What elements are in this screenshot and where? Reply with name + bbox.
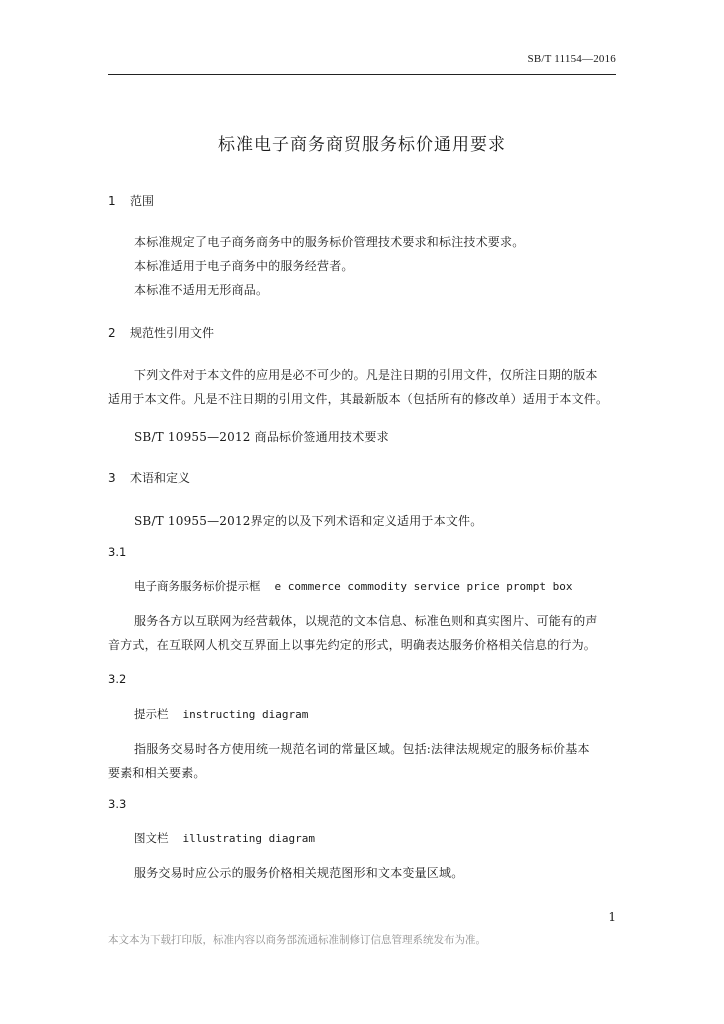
section-1-paragraph-2: 本标准适用于电子商务中的服务经营者。 [134,259,354,273]
term-3-3-chinese: 图文栏 [134,831,169,845]
section-3-title: 术语和定义 [130,471,191,485]
section-1-paragraph-1: 本标准规定了电子商务商务中的服务标价管理技术要求和标注技术要求。 [134,235,525,249]
term-3-1-chinese: 电子商务服务标价提示框 [134,579,261,593]
term-3-2-chinese: 提示栏 [134,707,169,721]
term-3-2-heading [134,706,308,722]
term-3-1-definition-line-2: 音方式，在互联网人机交互界面上以事先约定的形式，明确表达服务价格相关信息的行为。 [108,638,597,652]
section-3-intro: SB/T 10955—2012界定的以及下列术语和定义适用于本文件。 [134,514,483,528]
term-3-2-english: instructing diagram [182,708,309,721]
section-2-heading [108,324,214,341]
section-1-paragraph-3: 本标准不适用无形商品。 [134,283,269,297]
term-3-3-definition: 服务交易时应公示的服务价格相关规范图形和文本变量区域。 [134,866,464,880]
term-3-1-definition-line-1: 服务各方以互联网为经营载体，以规范的文本信息、标准色则和真实图片、可能有的声 [134,614,598,628]
document-title: 标准电子商务商贸服务标价通用要求 [218,135,506,155]
term-3-2-number: 3.2 [108,672,127,686]
section-1-title: 范围 [130,194,155,208]
page-number: 1 [608,910,616,924]
section-2-title: 规范性引用文件 [130,326,215,340]
term-3-3-heading [134,830,315,846]
section-2-paragraph-line-1: 下列文件对于本文件的应用是必不可少的。凡是注日期的引用文件，仅所注日期的版本 [134,368,598,382]
term-3-2-definition-line-1: 指服务交易时各方使用统一规范名词的常量区域。包括:法律法规规定的服务标价基本 [134,742,590,756]
term-3-1-number: 3.1 [108,545,127,559]
section-3-number: 3 [108,471,116,485]
normative-reference: SB/T 10955—2012 商品标价签通用技术要求 [134,430,389,444]
term-3-1-english: e commerce commodity service price prompt box [274,580,573,593]
section-2-paragraph-line-2: 适用于本文件。凡是不注日期的引用文件，其最新版本（包括所有的修改单）适用于本文件。 [108,392,609,406]
header-rule [108,74,616,75]
term-3-3-english: illustrating diagram [182,832,315,845]
section-2-number: 2 [108,326,116,340]
term-3-2-definition-line-2: 要素和相关要素。 [108,766,206,780]
section-3-heading [108,469,190,486]
term-3-1-heading [134,578,573,594]
footer-note: 本文本为下载打印版，标准内容以商务部流通标准制修订信息管理系统发布为准。 [108,934,486,946]
section-1-heading [108,192,154,209]
standard-number: SB/T 11154—2016 [527,53,616,65]
term-3-3-number: 3.3 [108,797,127,811]
section-1-number: 1 [108,194,116,208]
